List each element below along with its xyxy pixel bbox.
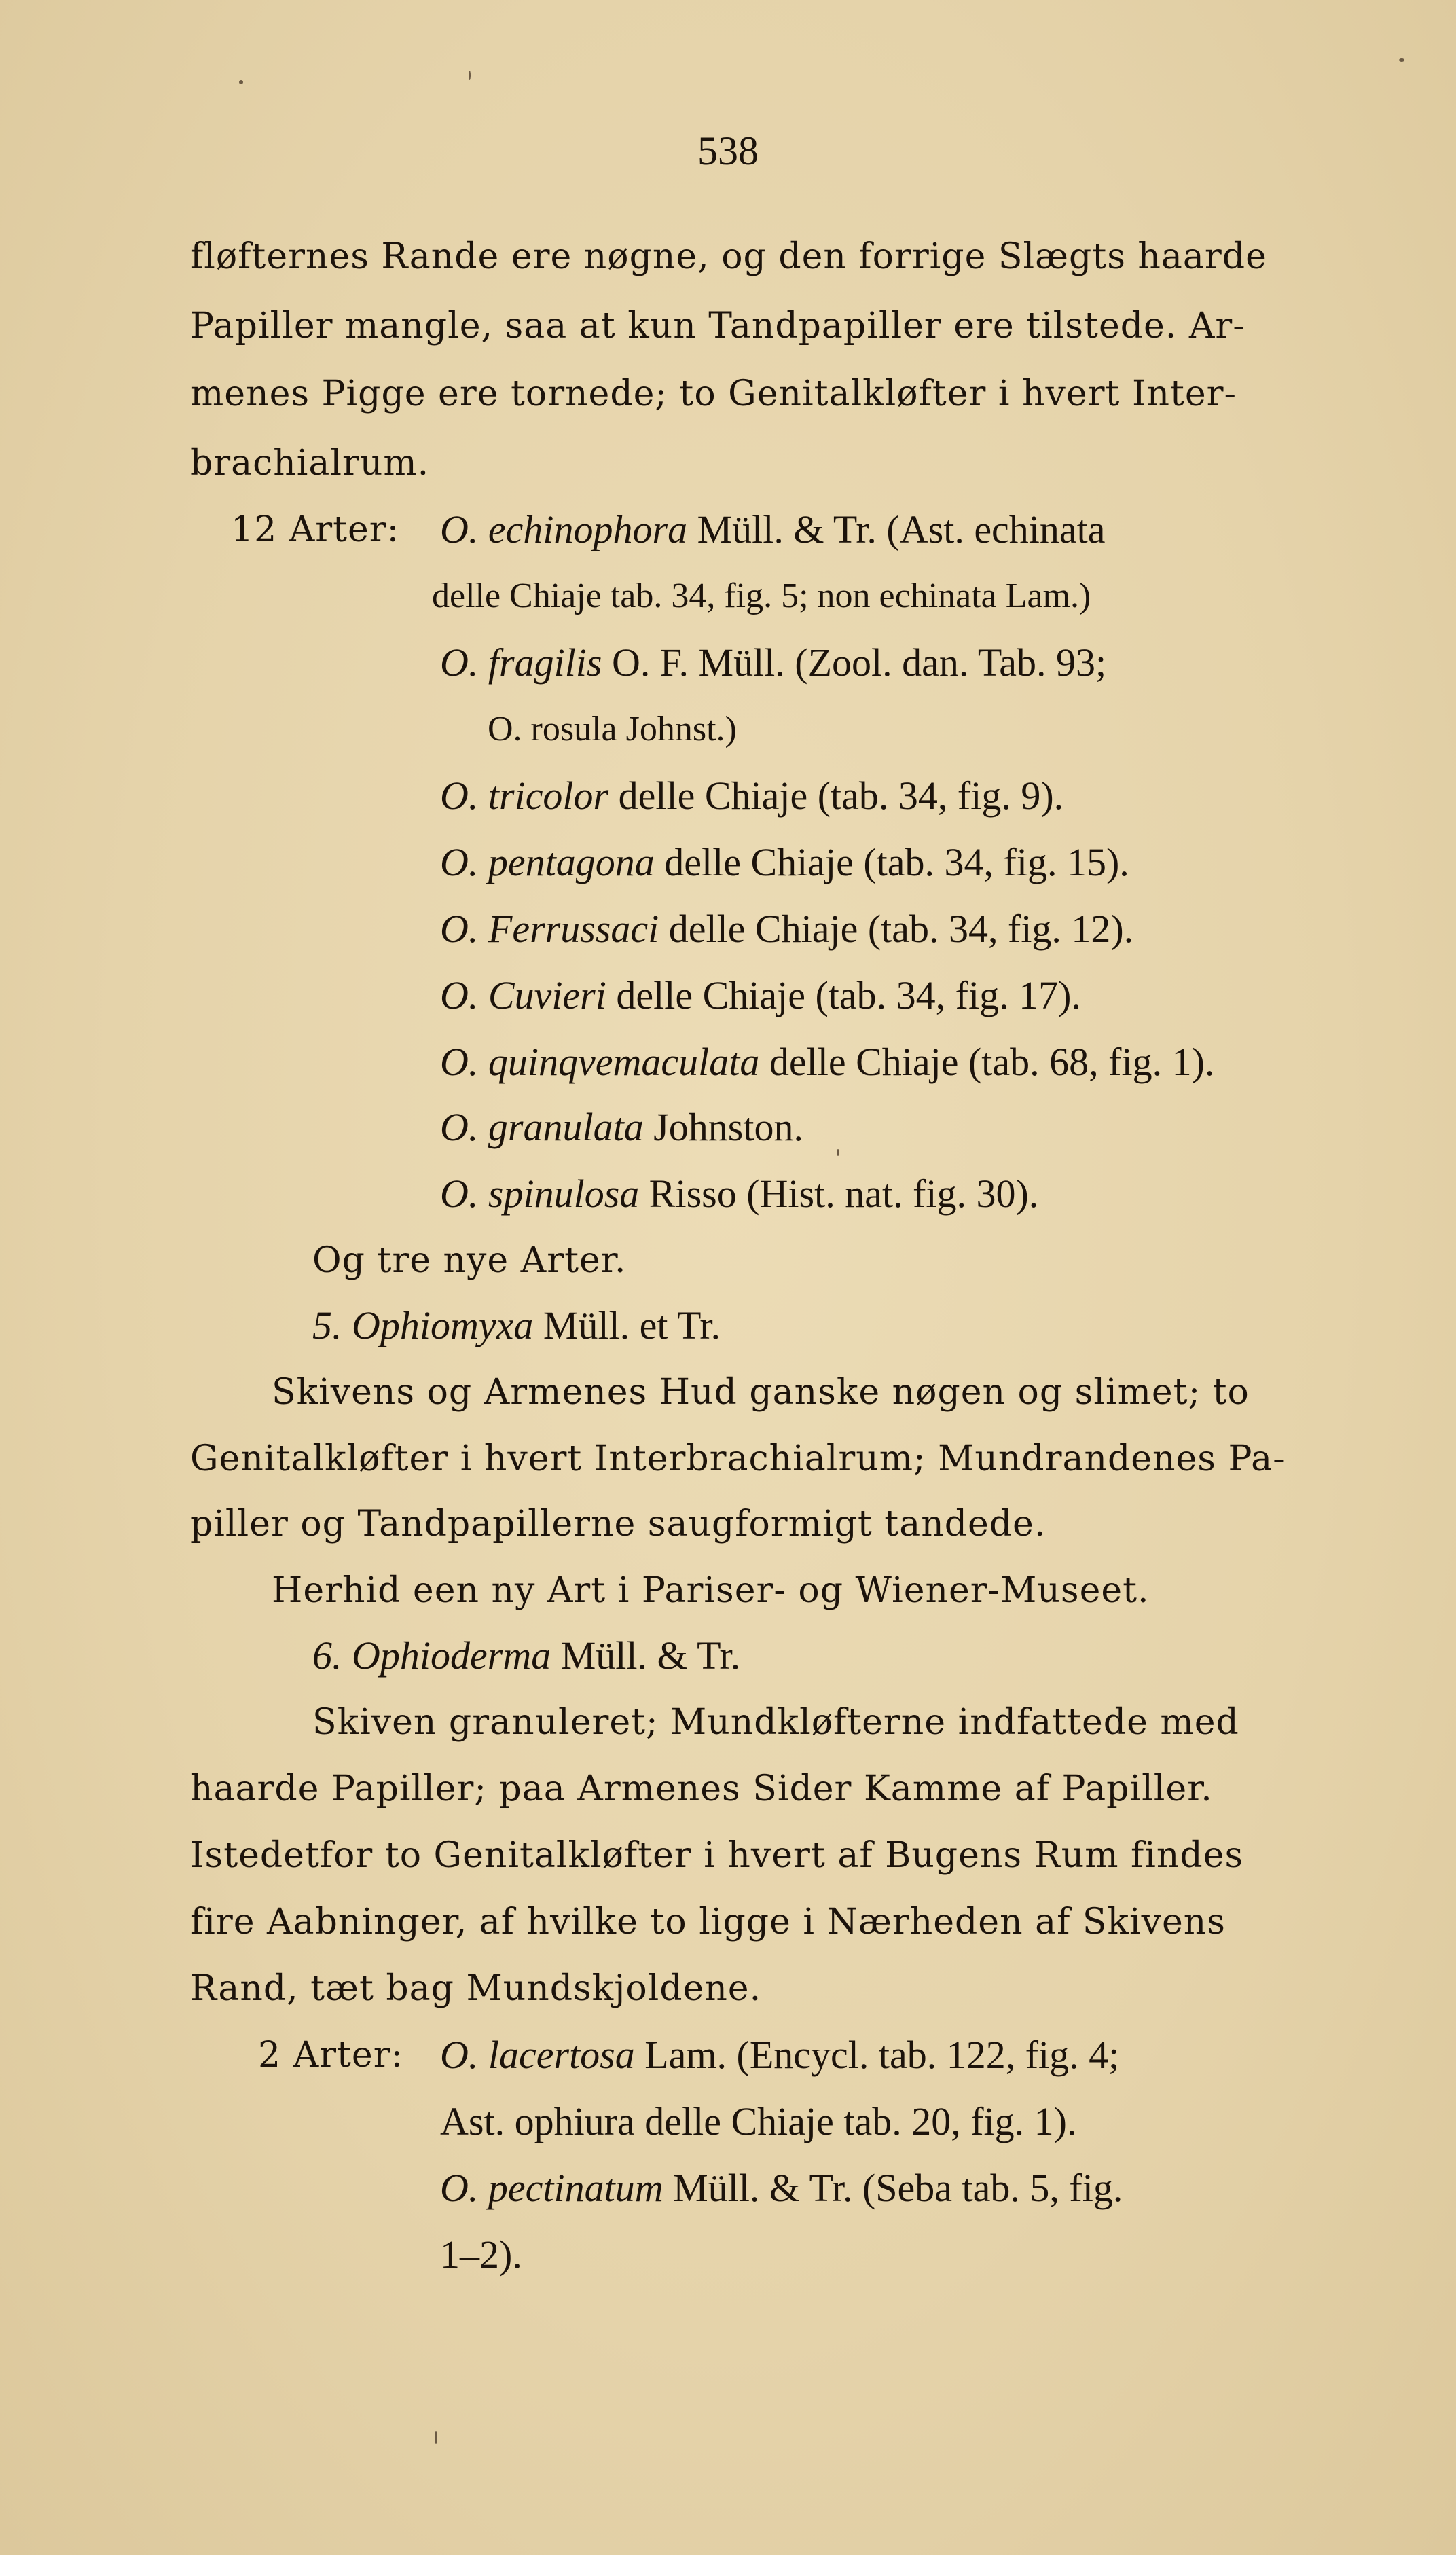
species-entry: O. granulata Johnston. xyxy=(440,1105,803,1149)
species-entry-continuation: O. rosula Johnst.) xyxy=(488,710,737,748)
section-text-line: Istedetfor to Genitalkløfter i hvert af Bugens Rum findes xyxy=(190,1835,1244,1876)
species-closing: Og tre nye Arter. xyxy=(312,1240,627,1281)
species-entry: O. Ferrussaci delle Chiaje (tab. 34, fig. 12). xyxy=(440,907,1134,951)
species-entry: O. tricolor delle Chiaje (tab. 34, fig. 9). xyxy=(440,774,1064,818)
section-text-line: Herhid een ny Art i Pariser- og Wiener-Museet. xyxy=(272,1570,1150,1611)
species-entry: O. quinqvemaculata delle Chiaje (tab. 68, fig. 1). xyxy=(440,1040,1215,1084)
species-entry: O. echinophora Müll. & Tr. (Ast. echinata xyxy=(440,507,1106,551)
section-heading: 6. Ophioderma Müll. & Tr. xyxy=(312,1633,741,1678)
species-entry-continuation: delle Chiaje tab. 34, fig. 5; non echinata Lam.) xyxy=(432,577,1091,615)
paper-speck xyxy=(469,71,471,80)
section-text-line: Genitalkløfter i hvert Interbrachialrum; Mundrandenes Pa- xyxy=(190,1438,1286,1479)
paragraph-line: brachialrum. xyxy=(190,443,430,484)
section-text-line: Skivens og Armenes Hud ganske nøgen og slimet; to xyxy=(272,1372,1250,1413)
species-count: 2 Arter: xyxy=(258,2035,404,2076)
page-number: 538 xyxy=(697,128,759,173)
section-text-line: Skiven granuleret; Mundkløfterne indfattede med xyxy=(312,1702,1239,1743)
paragraph-line: Papiller mangle, saa at kun Tandpapiller ere tilstede. Ar- xyxy=(190,306,1245,346)
species-entry: O. spinulosa Risso (Hist. nat. fig. 30). xyxy=(440,1172,1039,1216)
species-entry: O. pentagona delle Chiaje (tab. 34, fig. 15). xyxy=(440,840,1129,884)
species-entry-continuation: Ast. ophiura delle Chiaje tab. 20, fig. 1). xyxy=(440,2099,1077,2143)
paper-speck xyxy=(239,80,243,84)
paper-speck xyxy=(1399,58,1404,62)
paper-speck xyxy=(837,1149,839,1156)
species-entry: O. fragilis O. F. Müll. (Zool. dan. Tab. 93; xyxy=(440,640,1107,685)
species-entry: O. Cuvieri delle Chiaje (tab. 34, fig. 17). xyxy=(440,973,1081,1017)
paragraph-line: fløfternes Rande ere nøgne, og den forrige Slægts haarde xyxy=(190,236,1267,277)
paper-speck xyxy=(435,2431,437,2444)
section-text-line: Rand, tæt bag Mundskjoldene. xyxy=(190,1968,762,2009)
species-count: 12 Arter: xyxy=(231,509,400,550)
species-entry: O. lacertosa Lam. (Encycl. tab. 122, fig. 4; xyxy=(440,2033,1120,2077)
species-entry-continuation: 1–2). xyxy=(440,2232,522,2277)
section-text-line: piller og Tandpapillerne saugformigt tandede. xyxy=(190,1504,1046,1544)
section-text-line: fire Aabninger, af hvilke to ligge i Nærheden af Skivens xyxy=(190,1902,1226,1942)
section-heading: 5. Ophiomyxa Müll. et Tr. xyxy=(312,1303,721,1347)
species-entry: O. pectinatum Müll. & Tr. (Seba tab. 5, fig. xyxy=(440,2166,1123,2210)
section-text-line: haarde Papiller; paa Armenes Sider Kamme af Papiller. xyxy=(190,1769,1213,1809)
paragraph-line: menes Pigge ere tornede; to Genitalkløfter i hvert Inter- xyxy=(190,374,1237,414)
